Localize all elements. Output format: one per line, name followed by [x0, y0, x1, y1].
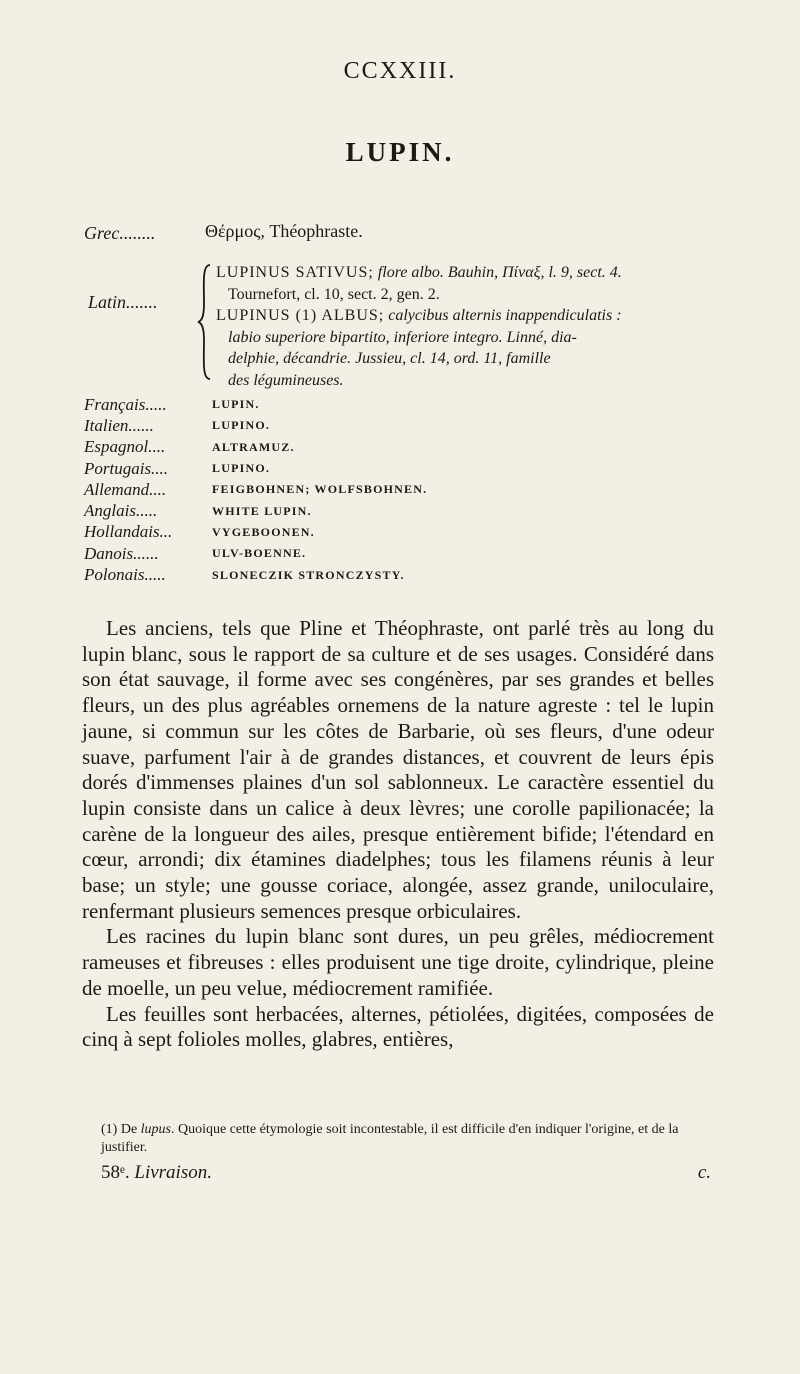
latin-entry [216, 262, 756, 305]
vernacular-value: SLONECZIK STRONCZYSTY. [212, 567, 405, 582]
vernacular-value: ALTRAMUZ. [212, 439, 295, 454]
language-label: Polonais..... [84, 565, 166, 585]
vernacular-value: LUPIN. [212, 397, 260, 412]
vernacular-row [84, 522, 724, 543]
language-label: Danois...... [84, 543, 159, 563]
greek-value: Θέρμος, Théophraste. [205, 221, 363, 241]
footnote [101, 1121, 721, 1157]
brace-icon [197, 264, 211, 380]
latin-synonyms [216, 262, 756, 391]
plate-number: CCXXIII. [343, 58, 457, 84]
vernacular-value: LUPINO. [212, 461, 271, 476]
greek-label: Grec........ [84, 223, 156, 243]
vernacular-value: VYGEBOONEN. [212, 524, 315, 539]
vernacular-row [84, 458, 724, 479]
latin-name: LUPINUS SATIVUS; [216, 264, 374, 281]
vernacular-row [84, 564, 724, 585]
paragraph: Les feuilles sont herbacées, alternes, pétiolées, digitées, composées de cinq à sept folioles molles, glabres, entières, [82, 1001, 714, 1052]
latin-line: calycibus alternis inappendiculatis : [384, 307, 622, 324]
paragraph: Les anciens, tels que Pline et Théophraste, ont parlé très au long du lupin blanc, sous le rapport de sa culture et de ses usages. Considéré dans son état sauvage, il forme avec ses congénères, par ses grandes et belles fleurs, un des plus agréables ornemens de la nature agreste : tel le lupin jaune, si commun sur les côtes de Barbarie, où ses fleurs, d'une odeur suave, parfument l'air à de grandes distances, et couvrent de leurs épis dorés d'immenses plaines d'un sol sablonneux. Le caractère essentiel du lupin consiste dans un calice à deux lèvres; une corolle papilionacée; la carène de la longueur des ailes, presque entièrement bifide; l'étendard en cœur, arrondi; dix étamines diadelphes; tous les filamens réunis à leur base; un style; une gousse coriace, alongée, assez grande, uniloculaire, renfermant plusieurs semences presque orbiculaires. [82, 616, 714, 923]
language-label: Français..... [84, 394, 167, 414]
vernacular-value: WHITE LUPIN. [212, 503, 312, 518]
latin-label: Latin....... [88, 292, 158, 312]
signature [101, 1162, 212, 1184]
vernacular-row [84, 394, 724, 415]
signature-number: 58ᵉ. [101, 1162, 130, 1183]
vernacular-value: LUPINO. [212, 418, 271, 433]
vernacular-row [84, 500, 724, 521]
language-label: Italien...... [84, 415, 154, 435]
latin-line: labio superiore bipartito, inferiore integro. Linné, dia- [228, 328, 577, 346]
signature-line [101, 1162, 711, 1184]
latin-entry [216, 305, 756, 391]
vernacular-value: ULV-BOENNE. [212, 546, 307, 561]
body-text [82, 616, 714, 1053]
footnote-prefix: De [120, 1122, 141, 1137]
vernacular-row [84, 543, 724, 564]
vernacular-value: FEIGBOHNEN; WOLFSBOHNEN. [212, 482, 428, 497]
language-label: Allemand.... [84, 479, 167, 499]
language-label: Portugais.... [84, 458, 169, 478]
vernacular-names [84, 394, 724, 586]
language-label: Hollandais... [84, 522, 173, 542]
latin-line: flore albo. Bauhin, Πίναξ, l. 9, sect. 4. [373, 264, 622, 281]
vernacular-row [84, 479, 724, 500]
latin-line: des légumineuses. [228, 371, 344, 389]
latin-line: delphie, décandrie. Jussieu, cl. 14, ord. 11, famille [228, 350, 551, 367]
language-label: Espagnol.... [84, 437, 166, 457]
paragraph: Les racines du lupin blanc sont dures, un peu grêles, médiocrement rameuses et fibreuses : elles produisent une tige droite, cylindrique, pleine de moelle, un peu velue, médiocrement ramifiée. [82, 924, 714, 1000]
footnote-term: lupus [140, 1122, 171, 1137]
latin-name: LUPINUS (1) ALBUS; [216, 307, 385, 324]
latin-line: Tournefort, cl. 10, sect. 2, gen. 2. [228, 285, 440, 303]
signature-text: Livraison. [134, 1162, 212, 1183]
footnote-marker: (1) [101, 1122, 118, 1137]
language-label: Anglais..... [84, 501, 158, 521]
vernacular-row [84, 437, 724, 458]
page-title: LUPIN. [345, 137, 455, 167]
signature-letter: c. [697, 1162, 711, 1183]
footnote-text: . Quoique cette étymologie soit incontestable, il est difficile d'en indiquer l'origine, et de la justifier. [101, 1122, 679, 1155]
vernacular-row [84, 415, 724, 436]
